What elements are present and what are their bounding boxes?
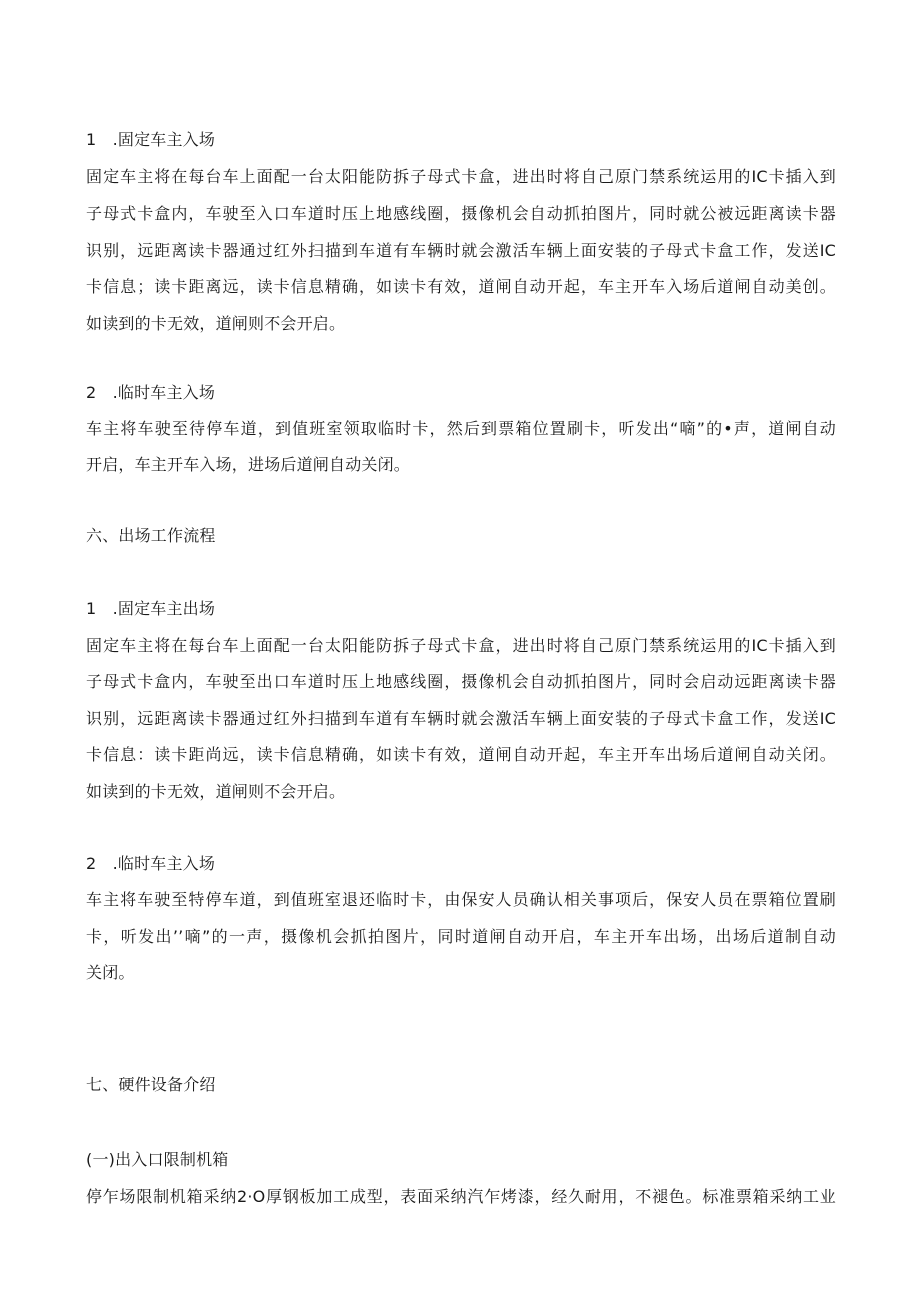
hardware-subtitle: (一)出入口限制机箱 xyxy=(86,1150,229,1169)
entry-temp-line-2: 开启，车主开车入场，进场后道闸自动关闭。 xyxy=(86,455,411,474)
exit-fixed-line-5: 如读到的卡无效，道闸则不会开启。 xyxy=(86,782,346,801)
entry-fixed-line-2: 子母式卡盒内，车驶至入口车道时压上地感线圈，摄像机会自动抓拍图片，同时就公被远距离读卡器 xyxy=(86,204,836,223)
exit-fixed-line-3: 识别，远距离读卡器通过红外扫描到车道有车辆时就会激活车辆上面安装的子母式卡盒工作，发送IC xyxy=(86,709,836,728)
exit-process-title: 六、出场工作流程 xyxy=(86,526,216,545)
hardware-line-1: 停乍场限制机箱采纳2·O厚钢板加工成型，表面采纳汽乍烤漆，经久耐用，不褪色。标准票箱采纳工业 xyxy=(86,1187,836,1206)
entry-temp-heading: 2 .临时车主入场 xyxy=(86,383,216,402)
entry-fixed-heading: 1 .固定车主入场 xyxy=(86,130,216,149)
entry-fixed-line-3: 识别，远距离读卡器通过红外扫描到车道有车辆时就会激活车辆上面安装的子母式卡盒工作，发送IC xyxy=(86,241,836,260)
exit-fixed-line-2: 子母式卡盒内，车驶至出口车道时压上地感线圈，摄像机会自动抓拍图片，同时会启动远距离读卡器 xyxy=(86,672,836,691)
exit-fixed-heading: 1 .固定车主出场 xyxy=(86,599,216,618)
entry-fixed-line-4: 卡信息；读卡距离远，读卡信息精确，如读卡有效，道闸自动开起，车主开车入场后道闸自动美创。 xyxy=(86,277,836,296)
exit-temp-line-3: 关闭。 xyxy=(86,963,135,982)
entry-fixed-line-1: 固定车主将在每台车上面配一台太阳能防拆子母式卡盒，进出时将自己原门禁系统运用的IC卡插入到 xyxy=(86,167,836,186)
entry-fixed-line-5: 如读到的卡无效，道闸则不会开启。 xyxy=(86,314,346,333)
entry-temp-line-1: 车主将车驶至待停车道，到值班室领取临时卡，然后到票箱位置刷卡，听发出“嘀”的•声，道闸自动 xyxy=(86,419,836,438)
exit-temp-line-1: 车主将车驶至特停车道，到值班室退还临时卡，由保安人员确认相关事项后，保安人员在票箱位置刷 xyxy=(86,890,836,909)
exit-fixed-line-1: 固定车主将在每台车上面配一台太阳能防拆子母式卡盒，进出时将自己原门禁系统运用的IC卡插入到 xyxy=(86,636,836,655)
exit-temp-heading: 2 .临时车主入场 xyxy=(86,854,216,873)
hardware-title: 七、硬件设备介绍 xyxy=(86,1075,216,1094)
exit-fixed-line-4: 卡信息：读卡距尚远，读卡信息精确，如读卡有效，道闸自动开起，车主开车出场后道闸自动关闭。 xyxy=(86,745,836,764)
exit-temp-line-2: 卡，听发出’’嘀”的一声，摄像机会抓拍图片，同时道闸自动开启，车主开车出场，出场后道制自动 xyxy=(86,927,836,946)
